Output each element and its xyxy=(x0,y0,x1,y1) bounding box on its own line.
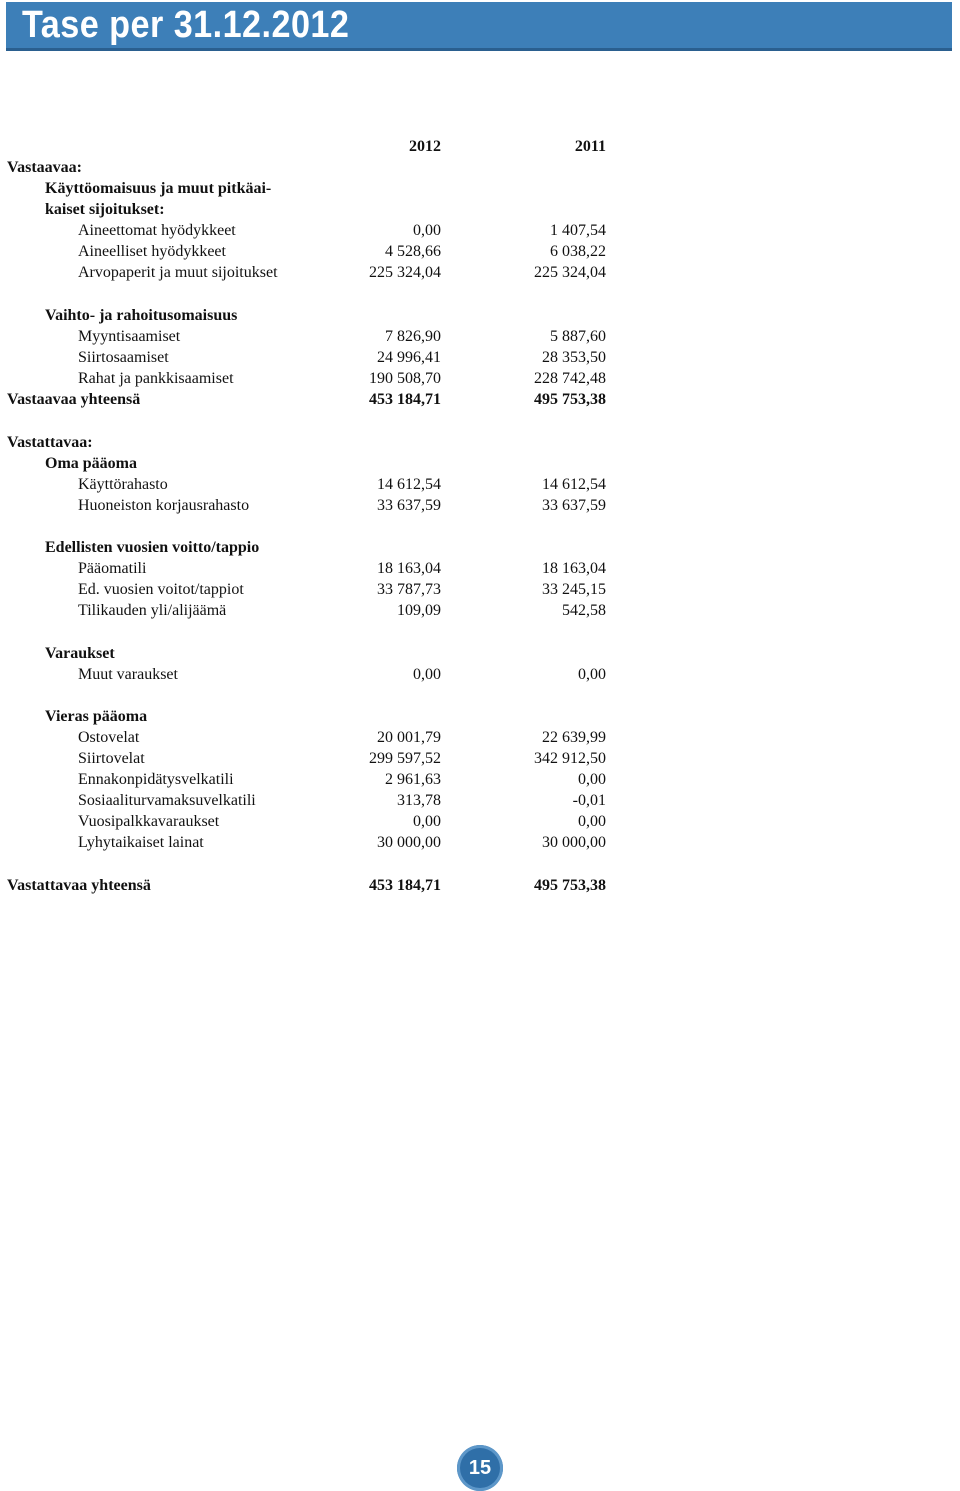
table-row: Huoneiston korjausrahasto 33 637,59 33 637,59 xyxy=(78,497,606,514)
assets-total-row: Vastaavaa yhteensä 453 184,71 495 753,38 xyxy=(7,391,606,408)
table-row: Siirtosaamiset 24 996,41 28 353,50 xyxy=(78,349,606,366)
table-row: Pääomatili 18 163,04 18 163,04 xyxy=(78,560,606,577)
equity-heading: Oma pääoma xyxy=(45,455,137,472)
table-row: Myyntisaamiset 7 826,90 5 887,60 xyxy=(78,328,606,345)
table-row: Lyhytaikaiset lainat 30 000,00 30 000,00 xyxy=(78,834,606,851)
assets-heading: Vastaavaa: xyxy=(7,159,82,176)
table-row: Arvopaperit ja muut sijoitukset 225 324,04 225 324,04 xyxy=(78,264,606,281)
fixed-assets-heading-cont: kaiset sijoitukset: xyxy=(45,201,165,218)
debt-heading: Vieras pääoma xyxy=(45,708,148,725)
table-row: Vuosipalkkavaraukset 0,00 0,00 xyxy=(78,813,606,830)
table-row: Muut varaukset 0,00 0,00 xyxy=(78,666,606,683)
table-row: Ostovelat 20 001,79 22 639,99 xyxy=(78,729,606,746)
table-row: Ed. vuosien voitot/tappiot 33 787,73 33 245,15 xyxy=(78,581,606,598)
page-title: Tase per 31.12.2012 xyxy=(22,4,350,46)
liabilities-heading: Vastattavaa: xyxy=(7,434,93,451)
current-assets-heading: Vaihto- ja rahoitusomaisuus xyxy=(45,307,238,324)
table-row: Aineettomat hyödykkeet 0,00 1 407,54 xyxy=(78,222,606,239)
column-header-2011: 2011 xyxy=(574,138,606,155)
fixed-assets-heading: Käyttöomaisuus ja muut pitkäai- xyxy=(45,180,272,197)
column-header-row xyxy=(0,136,960,157)
table-row: Tilikauden yli/alijäämä 109,09 542,58 xyxy=(78,602,606,619)
table-row: Aineelliset hyödykkeet 4 528,66 6 038,22 xyxy=(78,243,606,260)
table-row: Siirtovelat 299 597,52 342 912,50 xyxy=(78,750,606,767)
page-number-badge: 15 xyxy=(457,1445,503,1491)
table-row: Ennakonpidätysvelkatili 2 961,63 0,00 xyxy=(78,771,606,788)
table-row: Rahat ja pankkisaamiset 190 508,70 228 742,48 xyxy=(78,370,606,387)
column-header-2012: 2012 xyxy=(409,138,441,155)
provisions-heading: Varaukset xyxy=(45,645,115,662)
liabilities-total-row: Vastattavaa yhteensä 453 184,71 495 753,38 xyxy=(7,877,606,894)
title-banner xyxy=(6,2,952,51)
table-row: Sosiaaliturvamaksuvelkatili 313,78 -0,01 xyxy=(78,792,606,809)
table-row: Käyttörahasto 14 612,54 14 612,54 xyxy=(78,476,606,493)
retained-heading: Edellisten vuosien voitto/tappio xyxy=(45,539,260,556)
